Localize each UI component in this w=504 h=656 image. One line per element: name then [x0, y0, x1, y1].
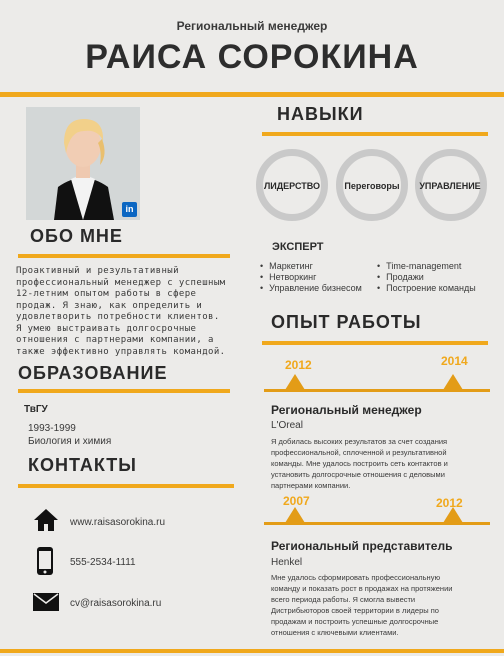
timeline-marker: [443, 507, 463, 523]
contacts-title: КОНТАКТЫ: [28, 455, 137, 475]
list-item: • Маркетинг: [260, 261, 313, 271]
timeline-marker: [443, 374, 463, 390]
education-title: ОБРАЗОВАНИЕ: [18, 363, 168, 383]
timeline-marker: [285, 507, 305, 523]
job-title: Региональный представитель: [271, 539, 453, 553]
job-company: L'Oreal: [271, 420, 303, 431]
mail-icon: [33, 593, 59, 616]
about-title: ОБО МНЕ: [30, 226, 123, 246]
list-item: • Управление бизнесом: [260, 283, 362, 293]
experience-divider: [262, 341, 488, 345]
job-company: Henkel: [271, 557, 303, 568]
skill-ring-label: ЛИДЕРСТВО: [263, 181, 321, 191]
experience-title: ОПЫТ РАБОТЫ: [271, 312, 422, 332]
timeline-line: [264, 389, 490, 392]
footer-divider: [0, 649, 504, 653]
job-description: Мне удалось сформировать профессиональную команду и показать рост в продажах на протяжении всего периода работы. Я смогла вывести Дистрибьюторов своей территории в лидеры по продажам и построить успешные долгосрочные отношения с ключевыми клиентами.: [271, 573, 453, 637]
list-item: • Нетворкинг: [260, 272, 316, 282]
contact-phone[interactable]: 555-2534-1111: [70, 557, 136, 568]
about-divider: [18, 254, 230, 258]
list-item: • Time-management: [377, 261, 461, 271]
job-end-year: 2014: [441, 354, 468, 368]
education-years: 1993-1999: [28, 423, 76, 434]
skill-ring-label: Переговоры: [344, 181, 400, 191]
skills-divider: [262, 132, 488, 136]
header-subtitle: Региональный менеджер: [176, 19, 328, 33]
skills-title: НАВЫКИ: [277, 104, 364, 124]
education-divider: [18, 389, 230, 393]
about-text: Проактивный и результативный профессиональный менеджер с успешным 12-летним опытом работы в сфере продаж. Я знаю, как определить и удовлетворить потребности клиентов. Я умею выстраивать долгосрочные отношения с партнерами компании, а также эффективно управлять командой.: [16, 266, 226, 357]
timeline-line: [264, 522, 490, 525]
job-title: Региональный менеджер: [271, 403, 422, 417]
job-end-year: 2012: [436, 496, 463, 510]
header-divider: [0, 92, 504, 97]
job-start-year: 2012: [285, 358, 312, 372]
phone-icon: [36, 546, 54, 581]
expert-title: ЭКСПЕРТ: [272, 241, 324, 253]
skill-ring-label: УПРАВЛЕНИЕ: [419, 181, 481, 191]
contact-website[interactable]: www.raisasorokina.ru: [70, 517, 166, 528]
linkedin-icon[interactable]: in: [122, 202, 137, 217]
job-description: Я добилась высоких результатов за счет создания профессиональной, сплоченной и результативной команды. Мне удалось построить сеть контактов и установить долгосрочные отношения с деловыми партнерами компании.: [271, 437, 448, 490]
profile-photo: [26, 107, 140, 220]
education-field: Биология и химия: [28, 436, 112, 447]
list-item: • Построение команды: [377, 283, 476, 293]
home-icon: [33, 507, 59, 538]
timeline-marker: [285, 374, 305, 390]
list-item: • Продажи: [377, 272, 424, 282]
contacts-divider: [18, 484, 234, 488]
contact-email[interactable]: cv@raisasorokina.ru: [70, 598, 162, 609]
job-start-year: 2007: [283, 494, 310, 508]
page-title: РАИСА СОРОКИНА: [85, 38, 419, 76]
education-school: ТвГУ: [24, 404, 48, 415]
